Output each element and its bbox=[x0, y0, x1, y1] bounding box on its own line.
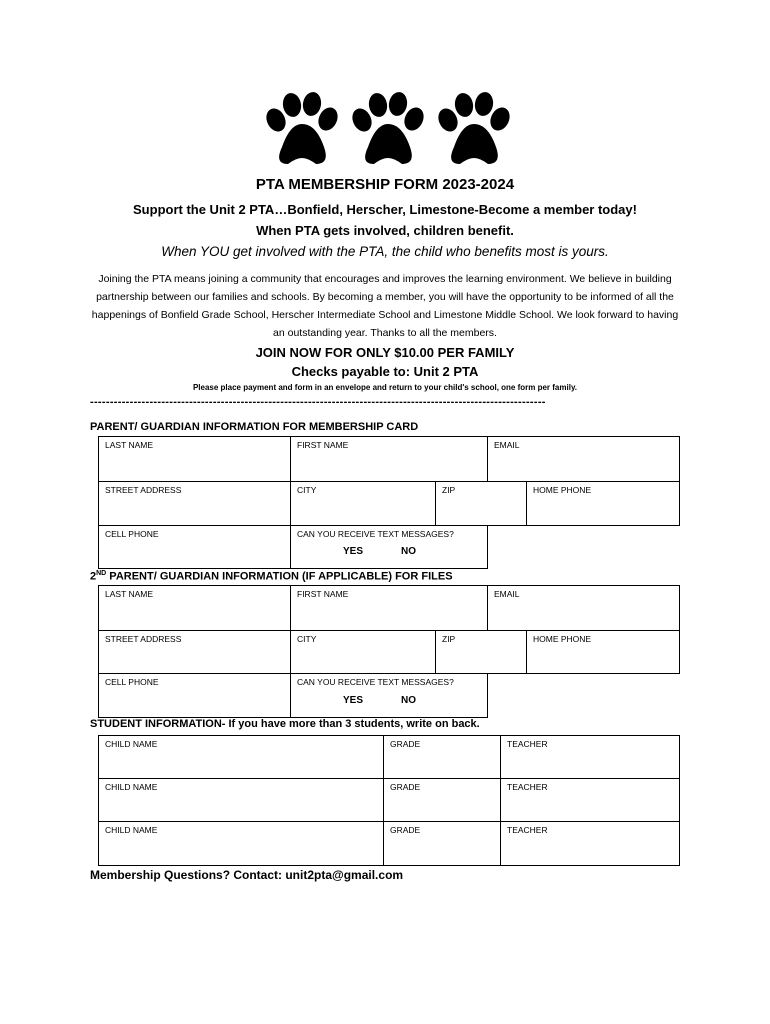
checks-payable-line: Checks payable to: Unit 2 PTA bbox=[291, 364, 479, 379]
teacher-field-3[interactable]: TEACHER bbox=[500, 821, 680, 866]
parent2-last-name-field[interactable]: LAST NAME bbox=[98, 585, 291, 631]
parent1-zip-field[interactable]: ZIP bbox=[435, 481, 527, 526]
benefit-line: When PTA gets involved, children benefit. bbox=[256, 223, 514, 238]
parent2-home-phone-field[interactable]: HOME PHONE bbox=[526, 630, 680, 674]
parent2-cell-phone-field[interactable]: CELL PHONE bbox=[98, 673, 291, 718]
teacher-field-2[interactable]: TEACHER bbox=[500, 778, 680, 822]
paw-print-icon bbox=[262, 92, 340, 172]
parent2-heading: 2ND PARENT/ GUARDIAN INFORMATION (IF APPLICABLE) FOR FILES bbox=[90, 570, 453, 583]
paw-prints-logo bbox=[262, 92, 512, 172]
parent2-text-options bbox=[343, 695, 416, 706]
parent1-cell-phone-field[interactable]: CELL PHONE bbox=[98, 525, 291, 569]
intro-paragraph: Joining the PTA means joining a community that encourages and improves the learning environment. We believe in building partnership between our families and schools. By becoming a member, you will have the opportunity to be informed of all the happenings of Bonfield Grade School, Herscher Intermediate School and Limestone Middle School. We look forward to having an outstanding year. Thanks to all the members. bbox=[91, 273, 679, 339]
parent1-no-option[interactable]: NO bbox=[401, 546, 416, 557]
child-name-field-1[interactable]: CHILD NAME bbox=[98, 735, 384, 779]
italic-tagline: When YOU get involved with the PTA, the child who benefits most is yours. bbox=[161, 244, 609, 259]
parent1-text-options bbox=[343, 546, 416, 557]
parent2-city-field[interactable]: CITY bbox=[290, 630, 436, 674]
parent1-city-field[interactable]: CITY bbox=[290, 481, 436, 526]
parent1-home-phone-field[interactable]: HOME PHONE bbox=[526, 481, 680, 526]
grade-field-3[interactable]: GRADE bbox=[383, 821, 501, 866]
parent2-text-messages-field[interactable]: CAN YOU RECEIVE TEXT MESSAGES? bbox=[290, 673, 488, 718]
parent2-street-field[interactable]: STREET ADDRESS bbox=[98, 630, 291, 674]
parent1-first-name-field[interactable]: FIRST NAME bbox=[290, 436, 488, 482]
parent1-street-field[interactable]: STREET ADDRESS bbox=[98, 481, 291, 526]
grade-field-2[interactable]: GRADE bbox=[383, 778, 501, 822]
grade-field-1[interactable]: GRADE bbox=[383, 735, 501, 779]
student-heading: STUDENT INFORMATION- If you have more than 3 students, write on back. bbox=[90, 718, 480, 730]
parent2-email-field[interactable]: EMAIL bbox=[487, 585, 680, 631]
parent2-first-name-field[interactable]: FIRST NAME bbox=[290, 585, 488, 631]
form-title: PTA MEMBERSHIP FORM 2023-2024 bbox=[255, 176, 515, 193]
parent1-yes-option[interactable]: YES bbox=[343, 546, 364, 557]
paw-print-icon bbox=[348, 92, 426, 172]
parent2-no-option[interactable]: NO bbox=[401, 695, 416, 706]
join-line: JOIN NOW FOR ONLY $10.00 PER FAMILY bbox=[255, 345, 515, 360]
parent2-zip-field[interactable]: ZIP bbox=[435, 630, 527, 674]
parent1-email-field[interactable]: EMAIL bbox=[487, 436, 680, 482]
instructions-line: Please place payment and form in an envelope and return to your child's school, one form per family. bbox=[192, 383, 578, 392]
cut-line-divider: ------------------------------------------------------------------------------------------------------------------- bbox=[90, 396, 546, 408]
parent2-yes-option[interactable]: YES bbox=[343, 695, 364, 706]
parent1-last-name-field[interactable]: LAST NAME bbox=[98, 436, 291, 482]
paw-print-icon bbox=[434, 92, 512, 172]
child-name-field-2[interactable]: CHILD NAME bbox=[98, 778, 384, 822]
support-line: Support the Unit 2 PTA…Bonfield, Herscher, Limestone-Become a member today! bbox=[133, 202, 637, 217]
contact-line: Membership Questions? Contact: unit2pta@gmail.com bbox=[90, 868, 404, 882]
teacher-field-1[interactable]: TEACHER bbox=[500, 735, 680, 779]
child-name-field-3[interactable]: CHILD NAME bbox=[98, 821, 384, 866]
parent1-heading: PARENT/ GUARDIAN INFORMATION FOR MEMBERSHIP CARD bbox=[90, 421, 419, 433]
parent1-text-messages-field[interactable]: CAN YOU RECEIVE TEXT MESSAGES? bbox=[290, 525, 488, 569]
